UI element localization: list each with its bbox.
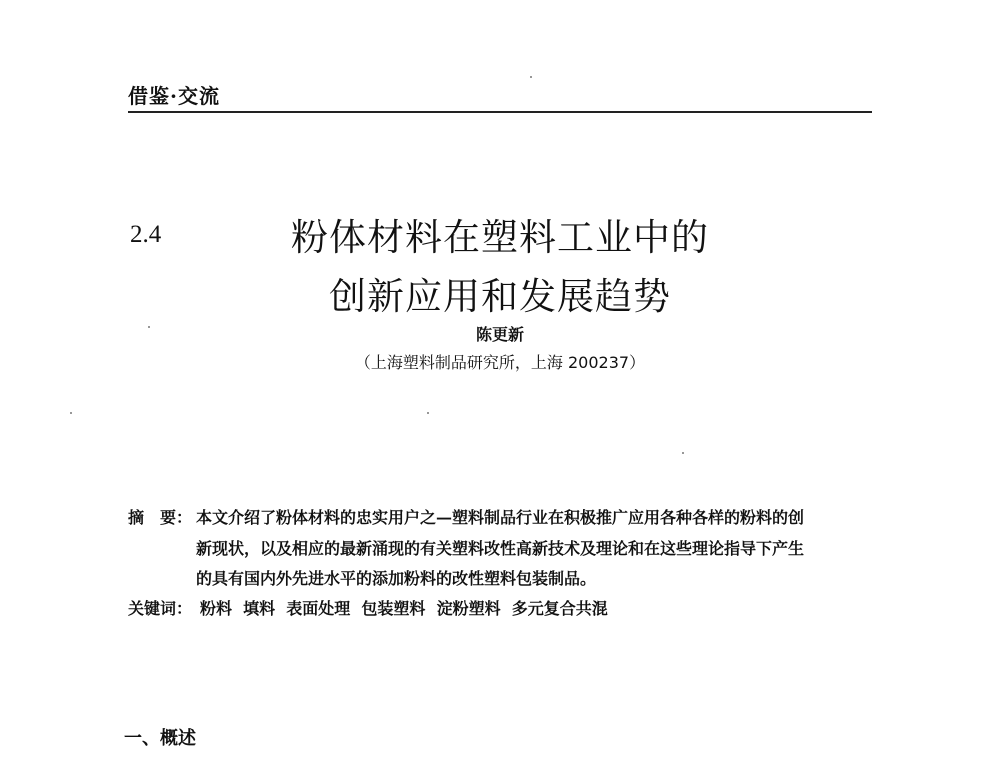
scan-speck — [70, 412, 72, 414]
scan-speck — [682, 452, 684, 454]
scan-speck — [427, 412, 429, 414]
keywords-value: 粉料 填料 表面处理 包装塑料 淀粉塑料 多元复合共混 — [200, 599, 608, 618]
section-number: 2.4 — [130, 221, 162, 248]
paper-title-line-1: 粉体材料在塑料工业中的 — [291, 216, 709, 259]
author-affiliation: （上海塑料制品研究所，上海 200237） — [354, 353, 646, 372]
scan-speck — [530, 76, 532, 78]
abstract-line-3: 的具有国内外先进水平的添加粉料的改性塑料包装制品。 — [196, 569, 597, 588]
header-rule — [128, 111, 872, 113]
running-head: 借鉴·交流 — [128, 84, 220, 108]
keywords-label: 关键词： — [128, 599, 193, 618]
paper-title-line-2: 创新应用和发展趋势 — [329, 275, 671, 318]
scan-speck — [148, 326, 150, 328]
section-heading-overview: 一、概述 — [124, 728, 196, 749]
abstract-line-1: 本文介绍了粉体材料的忠实用户之—塑料制品行业在积极推广应用各种各样的粉料的创 — [196, 508, 805, 527]
abstract-label: 摘 要： — [128, 508, 193, 527]
author-name: 陈更新 — [475, 325, 524, 344]
abstract-line-2: 新现状，以及相应的最新涌现的有关塑料改性高新技术及理论和在这些理论指导下产生 — [196, 539, 805, 558]
